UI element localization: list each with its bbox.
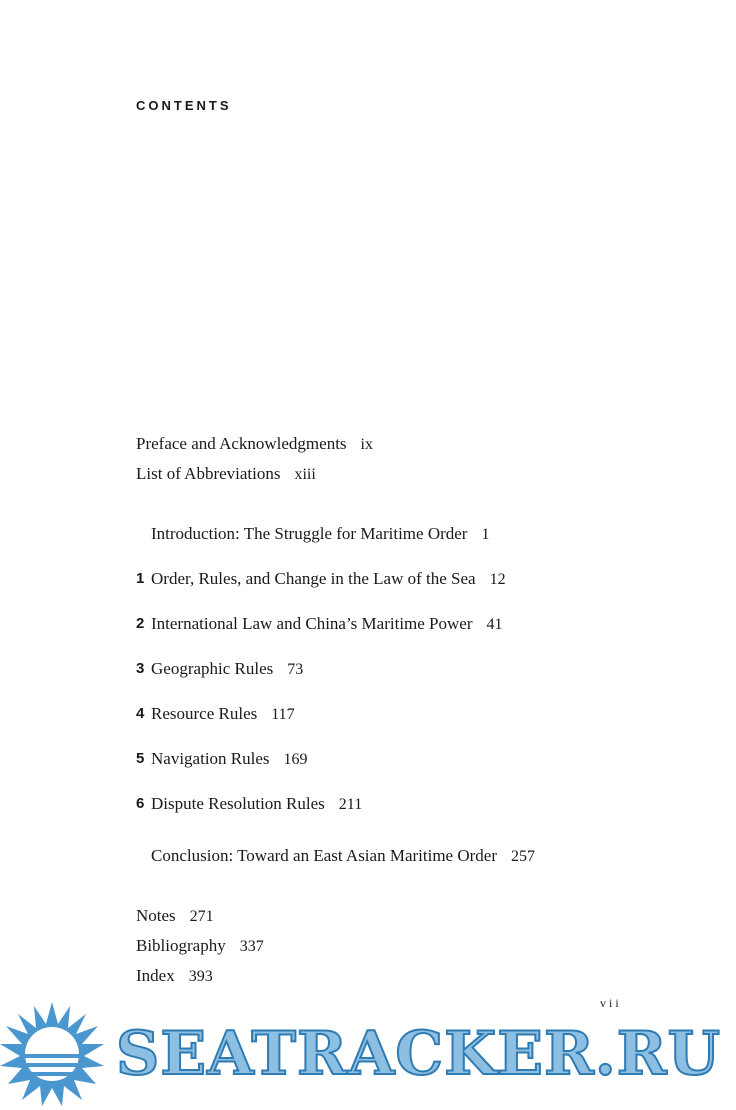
toc-entry-title: Conclusion: Toward an East Asian Maritime Order	[151, 846, 497, 865]
chapter-number: 1	[136, 570, 145, 587]
toc-entry-bibliography[interactable]	[136, 935, 264, 958]
toc-entry-chapter-2[interactable]	[136, 613, 503, 636]
toc-entry-title: Resource Rules	[151, 704, 258, 723]
toc-entry-title: Notes	[136, 906, 176, 925]
toc-entry-page: 117	[271, 706, 295, 723]
toc-entry-title: Preface and Acknowledgments	[136, 434, 347, 453]
toc-entry-page: xiii	[294, 466, 316, 483]
toc-entry-chapter-4[interactable]	[136, 703, 295, 726]
toc-entry-title: Dispute Resolution Rules	[151, 794, 325, 813]
toc-entry-title: List of Abbreviations	[136, 464, 281, 483]
toc-entry-abbreviations[interactable]	[136, 463, 316, 486]
toc-entry-page: ix	[360, 436, 373, 453]
toc-entry-chapter-5[interactable]	[136, 748, 308, 771]
toc-entry-title: Navigation Rules	[151, 749, 270, 768]
toc-entry-page: 73	[287, 661, 304, 678]
chapter-number: 4	[136, 705, 145, 722]
toc-entry-page: 257	[511, 848, 535, 865]
toc-entry-chapter-3[interactable]	[136, 658, 304, 681]
page-number: vii	[600, 996, 622, 1010]
toc-entry-conclusion[interactable]	[151, 845, 535, 868]
chapter-number: 5	[136, 750, 145, 767]
chapter-number: 3	[136, 660, 145, 677]
toc-entry-notes[interactable]	[136, 905, 214, 928]
contents-heading: CONTENTS	[136, 98, 232, 113]
toc-entry-page: 169	[283, 751, 308, 768]
toc-entry-page: 271	[189, 908, 214, 925]
toc-entry-page: 1	[481, 526, 490, 543]
toc-entry-title: Geographic Rules	[151, 659, 274, 678]
toc-entry-page: 41	[486, 616, 503, 633]
toc-entry-page: 337	[239, 938, 264, 955]
toc-entry-preface[interactable]	[136, 433, 373, 456]
toc-entry-title: Order, Rules, and Change in the Law of the Sea	[151, 569, 476, 588]
toc-entry-introduction[interactable]	[151, 523, 489, 546]
chapter-number: 6	[136, 795, 145, 812]
watermark-text: SEATRACKER.RU	[116, 1019, 721, 1089]
toc-entry-chapter-6[interactable]	[136, 793, 363, 816]
toc-entry-page: 12	[489, 571, 506, 588]
toc-entry-page: 211	[338, 796, 363, 813]
toc-entry-index[interactable]	[136, 965, 213, 988]
toc-entry-page: 393	[188, 968, 213, 985]
toc-entry-title: International Law and China’s Maritime Power	[151, 614, 473, 633]
toc-entry-title: Bibliography	[136, 936, 226, 955]
toc-entry-title: Introduction: The Struggle for Maritime Order	[151, 524, 468, 543]
toc-entry-chapter-1[interactable]	[136, 568, 506, 591]
toc-entry-title: Index	[136, 966, 175, 985]
chapter-number: 2	[136, 615, 145, 632]
sun-icon	[0, 1002, 104, 1106]
